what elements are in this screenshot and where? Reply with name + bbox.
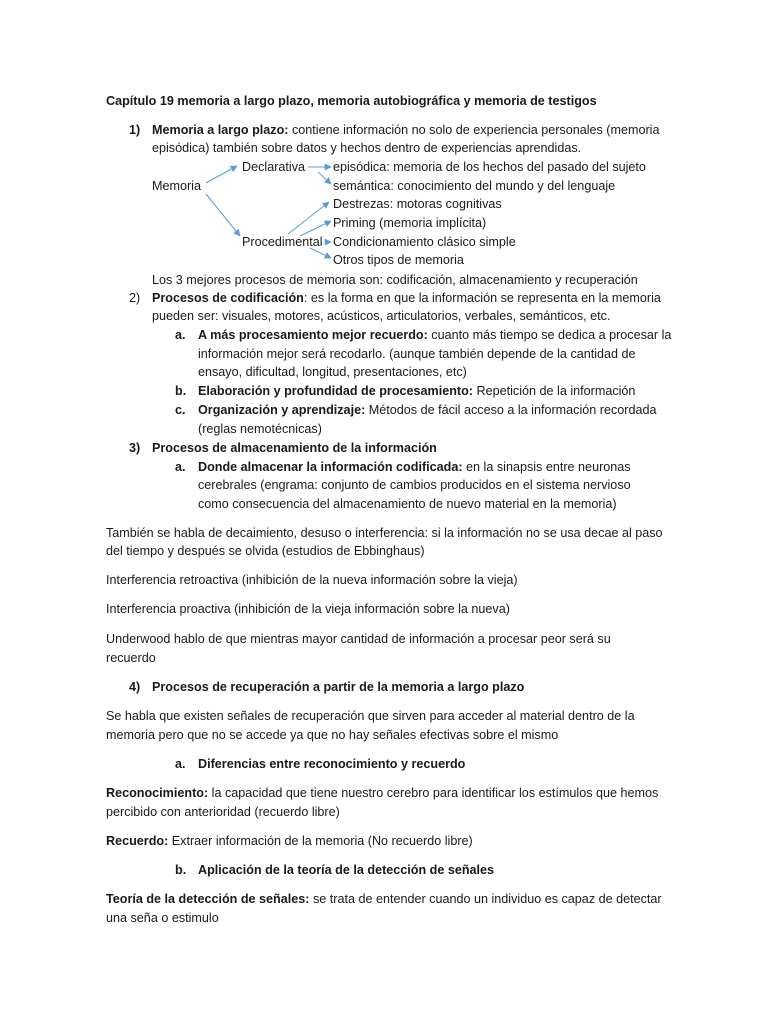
- section-2c-heading: Organización y aprendizaje:: [198, 403, 366, 417]
- section-2c-number: c.: [175, 403, 186, 417]
- section-2a-line-2: información mejor será recodarlo. (aunque también depende de la cantidad de: [198, 347, 636, 361]
- section-2a-text: cuanto más tiempo se dedica a procesar la: [427, 328, 672, 342]
- chapter-title: Capítulo 19 memoria a largo plazo, memoria autobiográfica y memoria de testigos: [106, 94, 597, 108]
- section-3a-heading: Donde almacenar la información codificada:: [198, 460, 463, 474]
- diagram-leaf-otros: Otros tipos de memoria: [333, 253, 464, 267]
- section-2b-number: b.: [175, 384, 187, 398]
- paragraph-decaimiento-line-2: del tiempo y después se olvida (estudios de Ebbinghaus): [106, 544, 425, 558]
- section-3a-number: a.: [175, 460, 186, 474]
- paragraph-reconocimiento-line-1: [106, 784, 658, 802]
- procesos-summary-line: Los 3 mejores procesos de memoria son: codificación, almacenamiento y recuperación: [152, 273, 638, 287]
- diagram-leaf-condicionamiento: Condicionamiento clásico simple: [333, 235, 516, 249]
- section-3a-line-3: como consecuencia del almacenamiento de nuevo material en la memoria): [198, 497, 617, 511]
- section-3-heading: Procesos de almacenamiento de la información: [152, 441, 437, 455]
- section-4-number: 4): [129, 680, 141, 694]
- section-1-heading: Memoria a largo plazo:: [152, 123, 289, 137]
- section-2c-line-1: [198, 401, 656, 419]
- section-4-heading: Procesos de recuperación a partir de la memoria a largo plazo: [152, 680, 525, 694]
- section-2b-heading: Elaboración y profundidad de procesamiento:: [198, 384, 474, 398]
- section-2c-text: Métodos de fácil acceso a la información recordada: [365, 403, 657, 417]
- section-2b-line-1: [198, 382, 635, 400]
- paragraph-reconocimiento-line-2: percibido con anterioridad (recuerdo libre): [106, 805, 340, 819]
- section-4a-heading: Diferencias entre reconocimiento y recuerdo: [198, 757, 466, 771]
- arrow-procedimental-destrezas: [288, 202, 329, 234]
- section-4b-number: b.: [175, 863, 187, 877]
- section-2-text: : es la forma en que la información se representa en la memoria: [303, 291, 661, 305]
- paragraph-retroactiva: Interferencia retroactiva (inhibición de la nueva información sobre la vieja): [106, 573, 518, 587]
- teoria-term: Teoría de la detección de señales:: [106, 892, 310, 906]
- paragraph-senales-line-1: Se habla que existen señales de recuperación que sirven para acceder al material dentro de la: [106, 709, 635, 723]
- section-2a-number: a.: [175, 328, 186, 342]
- section-1-number: 1): [129, 123, 141, 137]
- diagram-leaf-semantica: semántica: conocimiento del mundo y del lenguaje: [333, 179, 616, 193]
- reconocimiento-definition: la capacidad que tiene nuestro cerebro para identificar los estímulos que hemos: [208, 786, 659, 800]
- section-2-line-1: [152, 289, 661, 307]
- paragraph-proactiva: Interferencia proactiva (inhibición de la vieja información sobre la nueva): [106, 602, 510, 616]
- section-2a-heading: A más procesamiento mejor recuerdo:: [198, 328, 428, 342]
- section-4a-number: a.: [175, 757, 186, 771]
- section-2-heading: Procesos de codificación: [152, 291, 304, 305]
- paragraph-underwood-line-1: Underwood hablo de que mientras mayor cantidad de información a procesar peor será su: [106, 632, 611, 646]
- arrow-memoria-declarativa: [206, 166, 237, 183]
- diagram-node-procedimental: Procedimental: [242, 235, 323, 249]
- paragraph-underwood-line-2: recuerdo: [106, 651, 156, 665]
- recuerdo-term: Recuerdo:: [106, 834, 169, 848]
- diagram-node-declarativa: Declarativa: [242, 160, 305, 174]
- paragraph-senales-line-2: memoria pero que no se accede ya que no hay señales efectivas sobre el mismo: [106, 728, 559, 742]
- paragraph-teoria-line-2: una seña o estimulo: [106, 911, 219, 925]
- section-2-line-2: pueden ser: visuales, motores, acústicos, articulatorios, verbales, semánticos, etc.: [152, 309, 611, 323]
- section-2a-line-1: [198, 326, 671, 344]
- section-4b-heading: Aplicación de la teoría de la detección de señales: [198, 863, 495, 877]
- section-2c-line-2: (reglas nemotécnicas): [198, 422, 322, 436]
- section-3a-line-2: cerebrales (engrama: conjunto de cambios producidos en el sistema nervioso: [198, 478, 631, 492]
- paragraph-decaimiento-line-1: También se habla de decaimiento, desuso o interferencia: si la información no se usa decae al paso: [106, 526, 663, 540]
- diagram-leaf-priming: Priming (memoria implícita): [333, 216, 487, 230]
- section-2b-text: Repetición de la información: [473, 384, 636, 398]
- section-3a-text: en la sinapsis entre neuronas: [462, 460, 631, 474]
- section-1-line-2: episódica) también sobre datos y hechos dentro de experiencias aprendidas.: [152, 141, 582, 155]
- diagram-leaf-episodica: episódica: memoria de los hechos del pasado del sujeto: [333, 160, 646, 174]
- section-3-number: 3): [129, 441, 141, 455]
- reconocimiento-term: Reconocimiento:: [106, 786, 209, 800]
- section-1-text: contiene información no solo de experiencia personales (memoria: [288, 123, 660, 137]
- recuerdo-definition: Extraer información de la memoria (No recuerdo libre): [168, 834, 473, 848]
- paragraph-recuerdo: [106, 832, 473, 850]
- arrow-declarativa-semantica: [318, 172, 331, 184]
- diagram-leaf-destrezas: Destrezas: motoras cognitivas: [333, 197, 502, 211]
- arrow-memoria-procedimental: [206, 194, 240, 236]
- section-2a-line-3: ensayo, dificultad, longitud, presentaciones, etc): [198, 365, 467, 379]
- paragraph-teoria-line-1: [106, 890, 662, 908]
- section-2-number: 2): [129, 291, 141, 305]
- teoria-definition: se trata de entender cuando un individuo es capaz de detectar: [309, 892, 662, 906]
- section-1-line-1: [152, 121, 660, 139]
- diagram-node-memoria: Memoria: [152, 179, 201, 193]
- section-3a-line-1: [198, 458, 631, 476]
